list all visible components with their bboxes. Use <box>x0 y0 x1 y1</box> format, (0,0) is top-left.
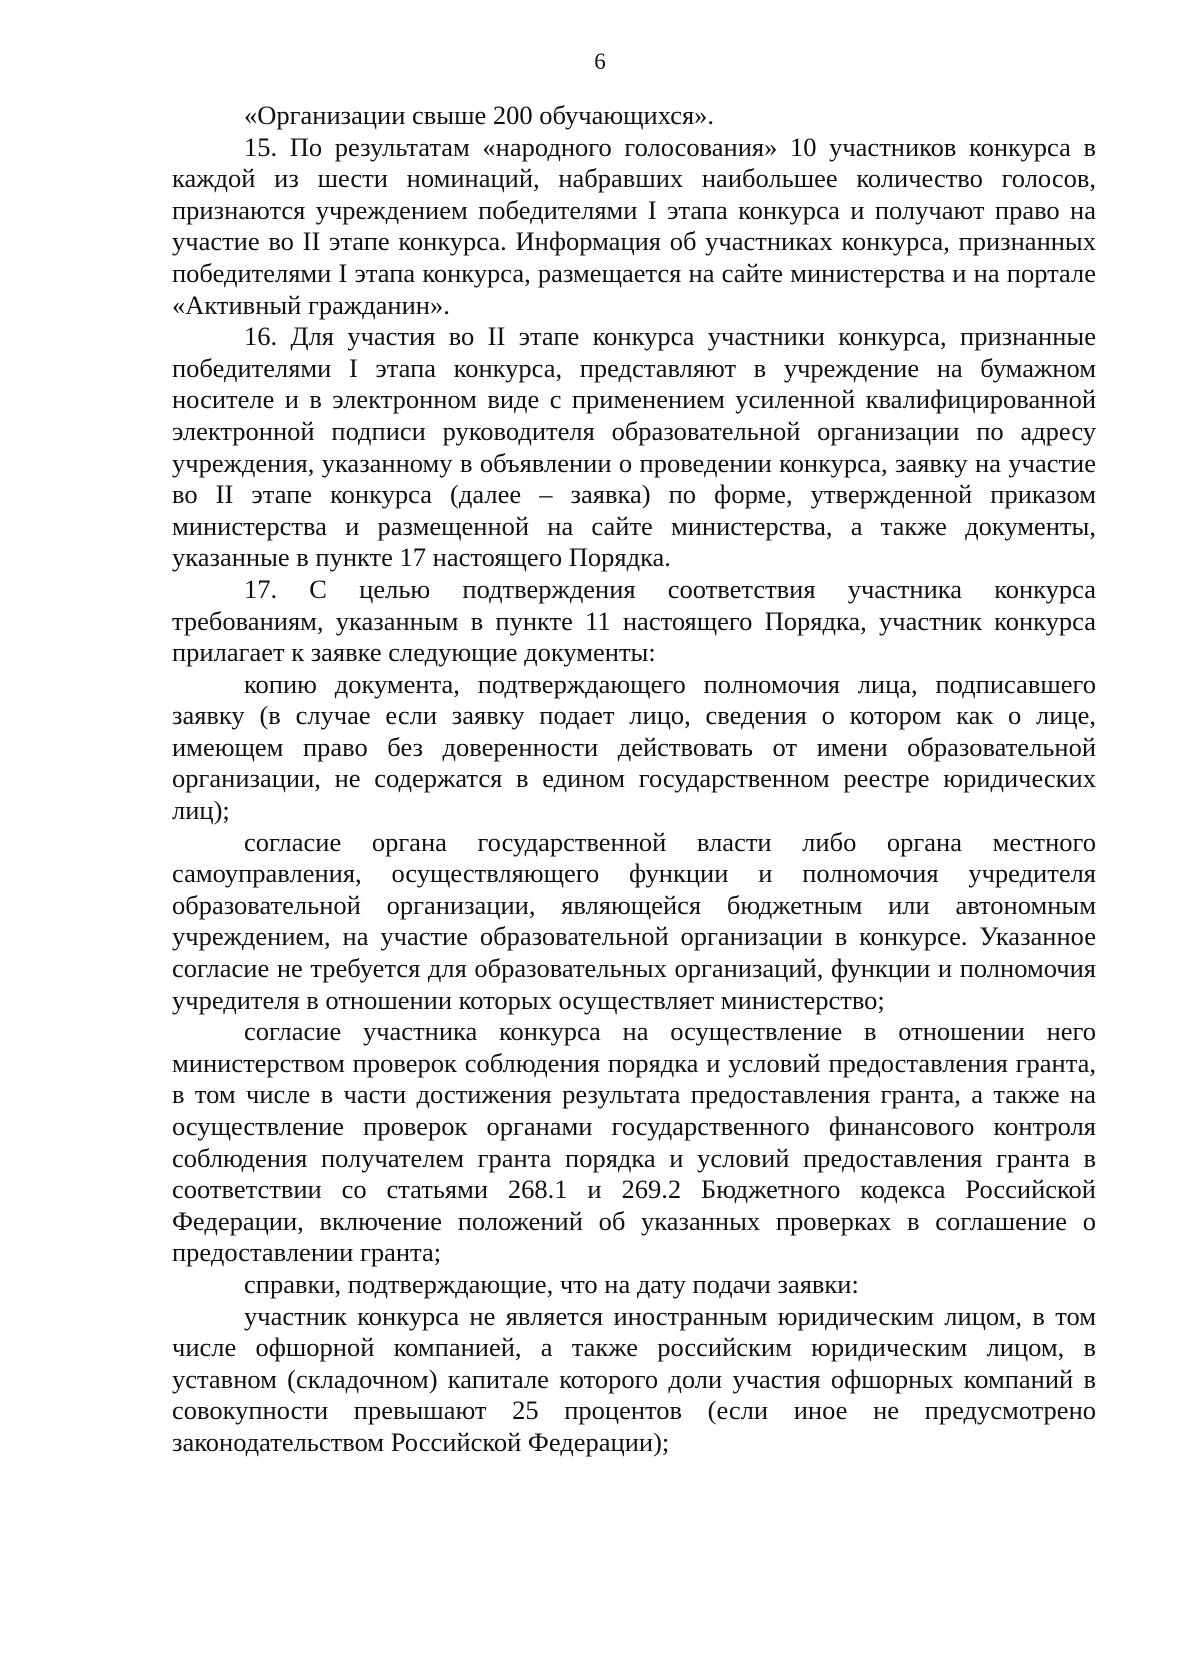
list-item-not-foreign-entity: участник конкурса не является иностранным юридическим лицом, в том числе офшорной компанией, а также российским юридическим лицом, в уставном (складочном) капитале которого доли участия офшорных компаний в совокупности превышают 25 процентов (если иное не предусмотрено законодательством Российской Федерации); <box>172 1300 1096 1457</box>
paragraph-15: 15. По результатам «народного голосования» 10 участников конкурса в каждой из шести номинаций, набравших наибольшее количество голосов, признаются учреждением победителями I этапа конкурса и получают право на участие во II этапе конкурса. Информация об участниках конкурса, признанных победителями I этапа конкурса, размещается на сайте министерства и на портале «Активный гражданин». <box>172 131 1096 320</box>
list-item-founder-consent: согласие органа государственной власти либо органа местного самоуправления, осуществляющего функции и полномочия учредителя образовательной организации, являющейся бюджетным или автономным учреждением, на участие образовательной организации в конкурсе. Указанное согласие не требуется для образовательных организаций, функции и полномочия учредителя в отношении которых осуществляет министерство; <box>172 826 1096 1015</box>
paragraph-17: 17. С целью подтверждения соответствия участника конкурса требованиям, указанным в пункте 11 настоящего Порядка, участник конкурса прилагает к заявке следующие документы: <box>172 573 1096 668</box>
paragraph-nomination-end: «Организации свыше 200 обучающихся». <box>244 100 715 130</box>
list-item-certificates: справки, подтверждающие, что на дату подачи заявки: <box>244 1268 859 1299</box>
list-item-authority-copy: копию документа, подтверждающего полномочия лица, подписавшего заявку (в случае если заявку подает лицо, сведения о котором как о лице, имеющем право без доверенности действовать от имени образовательной организации, не содержатся в едином государственном реестре юридических лиц); <box>172 668 1096 826</box>
list-item-inspection-consent: согласие участника конкурса на осуществление в отношении него министерством проверок соблюдения порядка и условий предоставления гранта, в том числе в части достижения результата предоставления гранта, а также на осуществление проверок органами государственного финансового контроля соблюдения получателем гранта порядка и условий предоставления гранта в соответствии со статьями 268.1 и 269.2 Бюджетного кодекса Российской Федерации, включение положений об указанных проверках в соглашение о предоставлении гранта; <box>172 1016 1096 1268</box>
page-number: 6 <box>594 49 606 74</box>
document-body <box>172 100 1096 1459</box>
paragraph-16: 16. Для участия во II этапе конкурса участники конкурса, признанные победителями I этапа конкурса, представляют в учреждение на бумажном носителе и в электронном виде с применением усиленной квалифицированной электронной подписи руководителя образовательной организации по адресу учреждения, указанному в объявлении о проведении конкурса, заявку на участие во II этапе конкурса (далее – заявка) по форме, утвержденной приказом министерства и размещенной на сайте министерства, а также документы, указанные в пункте 17 настоящего Порядка. <box>172 321 1096 573</box>
